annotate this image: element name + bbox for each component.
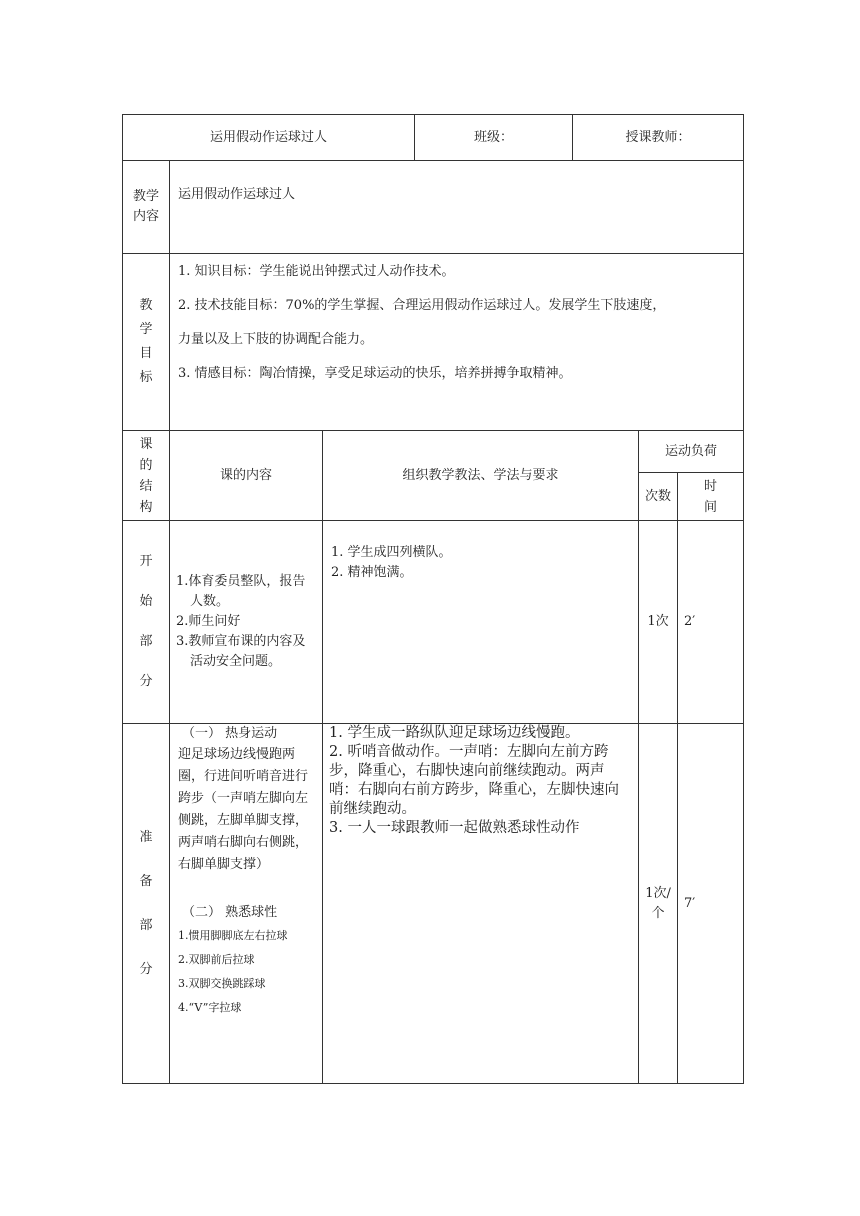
lesson-title: 运用假动作运球过人	[123, 115, 415, 161]
start-section-count: 1次	[639, 521, 678, 724]
header-row	[123, 115, 744, 161]
ball-list	[178, 924, 316, 1020]
objective-item: 力量以及上下肢的协调配合能力。	[178, 332, 374, 347]
teacher-label: 授课教师：	[573, 115, 744, 161]
time-column-header: 时 间	[678, 473, 744, 521]
list-item: 1. 学生成四列横队。	[331, 545, 452, 560]
start-section-label: 开 始 部 分	[123, 521, 170, 724]
objectives-label: 教 学 目 标	[123, 254, 170, 431]
start-section-content	[170, 521, 323, 724]
list-item: 1.惯用脚脚底左右拉球	[178, 929, 288, 942]
start-section-method	[323, 521, 639, 724]
start-section-time: 2′	[678, 521, 744, 724]
list-item: 2. 听哨音做动作。一声哨：左脚向左前方跨步，降重心，右脚快速向前继续跑动。两声哨：右脚向右前方跨步，降重心，左脚快速向前继续跑动。	[329, 744, 619, 817]
prep-section-label: 准 备 部 分	[123, 724, 170, 1084]
prep-section-time: 7′	[678, 724, 744, 1084]
load-column-header: 运动负荷	[639, 431, 744, 473]
list-item: 2.师生问好	[176, 614, 241, 629]
structure-header-row	[123, 431, 744, 473]
objective-item: 2. 技术技能目标：70%的学生掌握、合理运用假动作运球过人。发展学生下肢速度，	[178, 298, 666, 313]
content-column-header: 课的内容	[170, 431, 323, 521]
structure-label: 课 的 结 构	[123, 431, 170, 521]
list-item: 1.体育委员整队，报告人数。	[176, 574, 306, 609]
objectives-row	[123, 254, 744, 431]
content-value: 运用假动作运球过人	[170, 161, 744, 254]
lesson-plan-page	[122, 114, 743, 1084]
objective-item: 3. 情感目标：陶冶情操，享受足球运动的快乐，培养拼搏争取精神。	[178, 366, 572, 381]
list-item: 3.双脚交换跳踩球	[178, 977, 266, 990]
count-column-header: 次数	[639, 473, 678, 521]
prep-section-method	[323, 724, 639, 1084]
list-item: 1. 学生成一路纵队迎足球场边线慢跑。	[329, 725, 580, 741]
prep-section-count: 1次/个	[639, 724, 678, 1084]
list-item: 3. 一人一球跟教师一起做熟悉球性动作	[329, 820, 580, 836]
start-section-row	[123, 521, 744, 724]
list-item: 2.双脚前后拉球	[178, 953, 255, 966]
objectives-list	[170, 254, 744, 431]
ball-title: （二） 熟悉球性	[182, 905, 278, 920]
list-item: 4.“V”字拉球	[178, 1001, 242, 1014]
objective-item: 1. 知识目标：学生能说出钟摆式过人动作技术。	[178, 264, 455, 279]
content-row	[123, 161, 744, 254]
content-label: 教学 内容	[123, 161, 170, 254]
list-item: 3.教师宣布课的内容及活动安全问题。	[176, 634, 306, 669]
warmup-text: 迎足球场边线慢跑两圈，行进间听哨音进行跨步（一声哨左脚向左侧跳，左脚单脚支撑，两声哨右脚向右侧跳，右脚单脚支撑）	[178, 747, 309, 872]
prep-section-content	[170, 724, 323, 1084]
list-item: 2. 精神饱满。	[331, 565, 413, 580]
warmup-title: （一） 热身运动	[182, 726, 278, 741]
class-label: 班级：	[415, 115, 573, 161]
lesson-plan-table	[122, 114, 744, 1084]
prep-section-row	[123, 724, 744, 1084]
method-column-header: 组织教学教法、学法与要求	[323, 431, 639, 521]
